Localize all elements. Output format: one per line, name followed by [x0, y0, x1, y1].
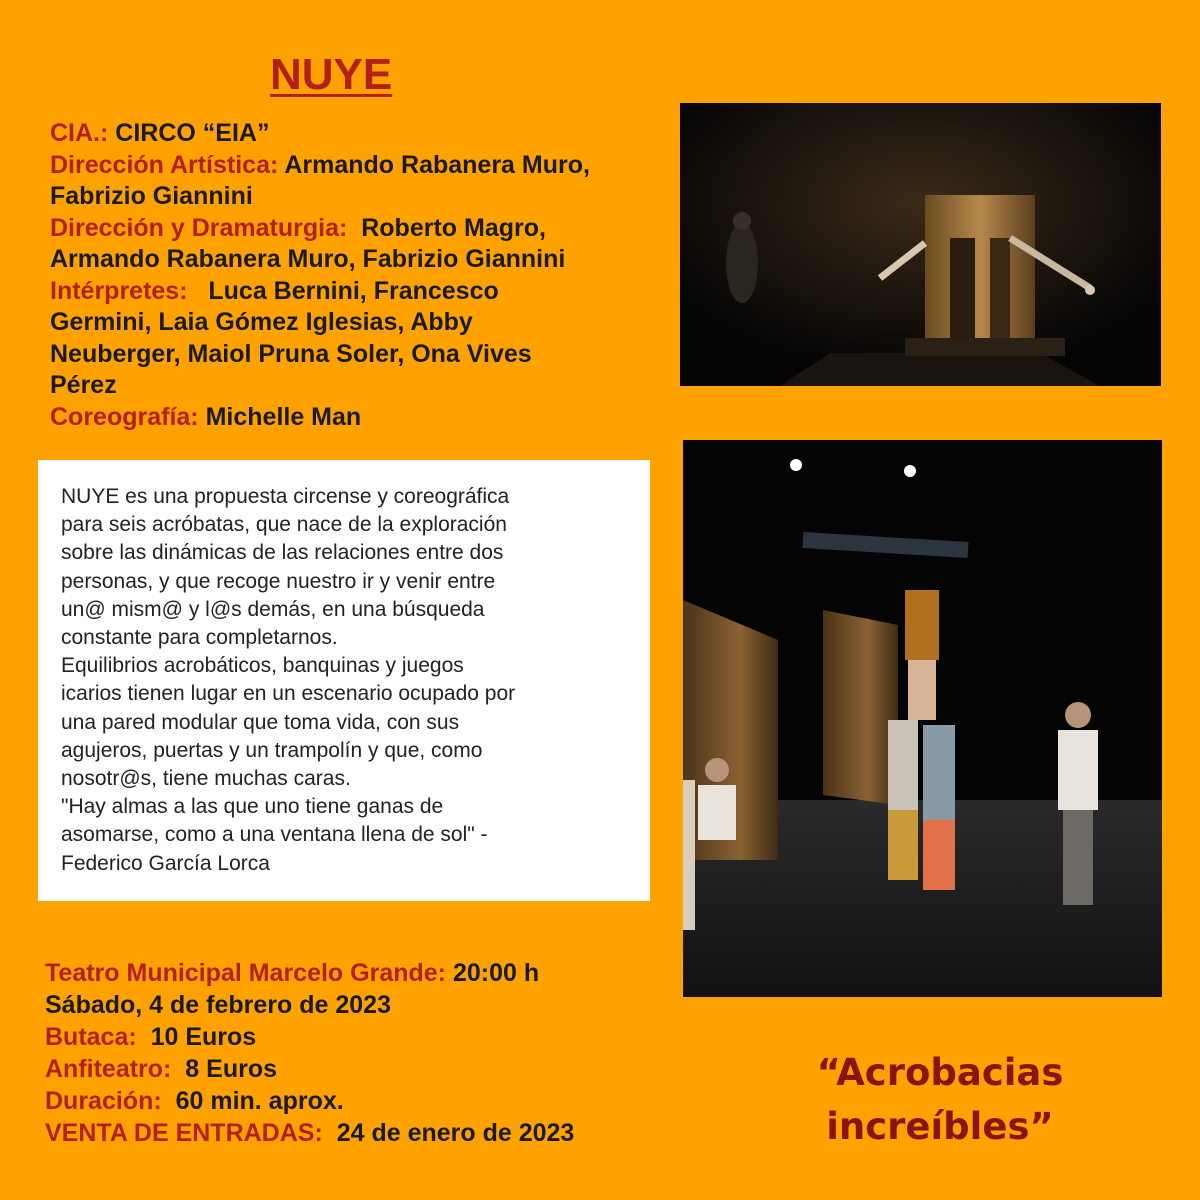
stalls-label: Butaca:	[45, 1023, 137, 1051]
company-line	[50, 118, 690, 150]
performers-value: Luca Bernini, Francesco	[208, 276, 499, 305]
description-box	[38, 460, 650, 901]
amphitheatre-label: Anfiteatro:	[45, 1055, 172, 1083]
duration-line	[45, 1085, 685, 1117]
event-info	[45, 957, 685, 1149]
ticket-sales-label: VENTA DE ENTRADAS:	[45, 1119, 323, 1147]
description-text: NUYE es una propuesta circense y coreográfica para seis acróbatas, que nace de la exploración sobre las dinámicas de las relaciones entre dos personas, y que recoge nuestro ir y venir entre un@ mism@ y l@s demás, en una búsqueda constante para completarnos. Equilibrios acrobáticos, banquinas y juegos icarios tienen lugar en un escenario ocupado por una pared modular que toma vida, con sus agujeros, puertas y un trampolín y que, como nosotr@s, tiene muchas caras. "Hay almas a las que uno tiene ganas de asomarse, como a una ventana llena de sol" - Federico García Lorca	[61, 485, 516, 875]
artistic-direction-line-2: Fabrizio Giannini	[50, 182, 253, 210]
stage-photo-bottom-image	[683, 440, 1162, 997]
dramaturgy-value: Roberto Magro,	[361, 213, 546, 242]
tagline-quote: “Acrobacias increíbles”	[816, 1051, 1064, 1148]
choreography-value: Michelle Man	[205, 402, 362, 431]
credits-section	[50, 118, 690, 433]
ticket-sales-date: 24 de enero de 2023	[336, 1119, 575, 1147]
ticket-sales-line	[45, 1117, 685, 1149]
venue-line	[45, 957, 685, 989]
performers-line-2: Germini, Laia Gómez Iglesias, Abby	[50, 308, 473, 336]
stage-photo-top	[680, 103, 1161, 386]
artistic-direction-line	[50, 150, 690, 182]
artistic-direction-value: Armando Rabanera Muro,	[284, 150, 590, 179]
acrobat-base-right	[923, 725, 955, 820]
performer-watching	[1058, 730, 1098, 810]
acrobat-base-left	[888, 720, 918, 810]
performers-line-4: Pérez	[50, 371, 117, 399]
stage-photo-bottom	[683, 440, 1162, 997]
wooden-panel-center	[823, 610, 898, 805]
company-label: CIA.:	[50, 119, 109, 147]
page-title: NUYE	[270, 50, 393, 99]
stage-photo-top-image	[680, 103, 1161, 386]
stalls-line	[45, 1021, 685, 1053]
stalls-price: 10 Euros	[150, 1023, 257, 1051]
performers-line-3: Neuberger, Maiol Pruna Soler, Ona Vives	[50, 339, 532, 368]
acrobat-top-legs	[803, 540, 968, 550]
acrobat-top	[905, 590, 939, 660]
dramaturgy-label: Dirección y Dramaturgia:	[50, 213, 348, 242]
duration-value: 60 min. aprox.	[175, 1087, 344, 1115]
choreography-label: Coreografía:	[50, 402, 199, 431]
performer-seated	[698, 785, 736, 840]
event-date: Sábado, 4 de febrero de 2023	[45, 991, 391, 1019]
performers-label: Intérpretes:	[50, 276, 188, 305]
event-time: 20:00 h	[452, 959, 540, 987]
company-value: CIRCO “EIA”	[115, 119, 270, 147]
wooden-wall	[925, 195, 1035, 345]
amphitheatre-line	[45, 1053, 685, 1085]
duration-label: Duración:	[45, 1087, 162, 1115]
venue-label: Teatro Municipal Marcelo Grande:	[45, 959, 447, 987]
choreography-line	[50, 402, 690, 434]
dramaturgy-line-2: Armando Rabanera Muro, Fabrizio Giannini	[50, 245, 566, 273]
performers-line	[50, 276, 690, 308]
performer-standing	[726, 223, 758, 303]
dramaturgy-line	[50, 213, 690, 245]
amphitheatre-price: 8 Euros	[185, 1055, 277, 1083]
artistic-direction-label: Dirección Artística:	[50, 150, 279, 179]
stage-light-left	[790, 459, 802, 471]
stage-light-right	[904, 465, 916, 477]
